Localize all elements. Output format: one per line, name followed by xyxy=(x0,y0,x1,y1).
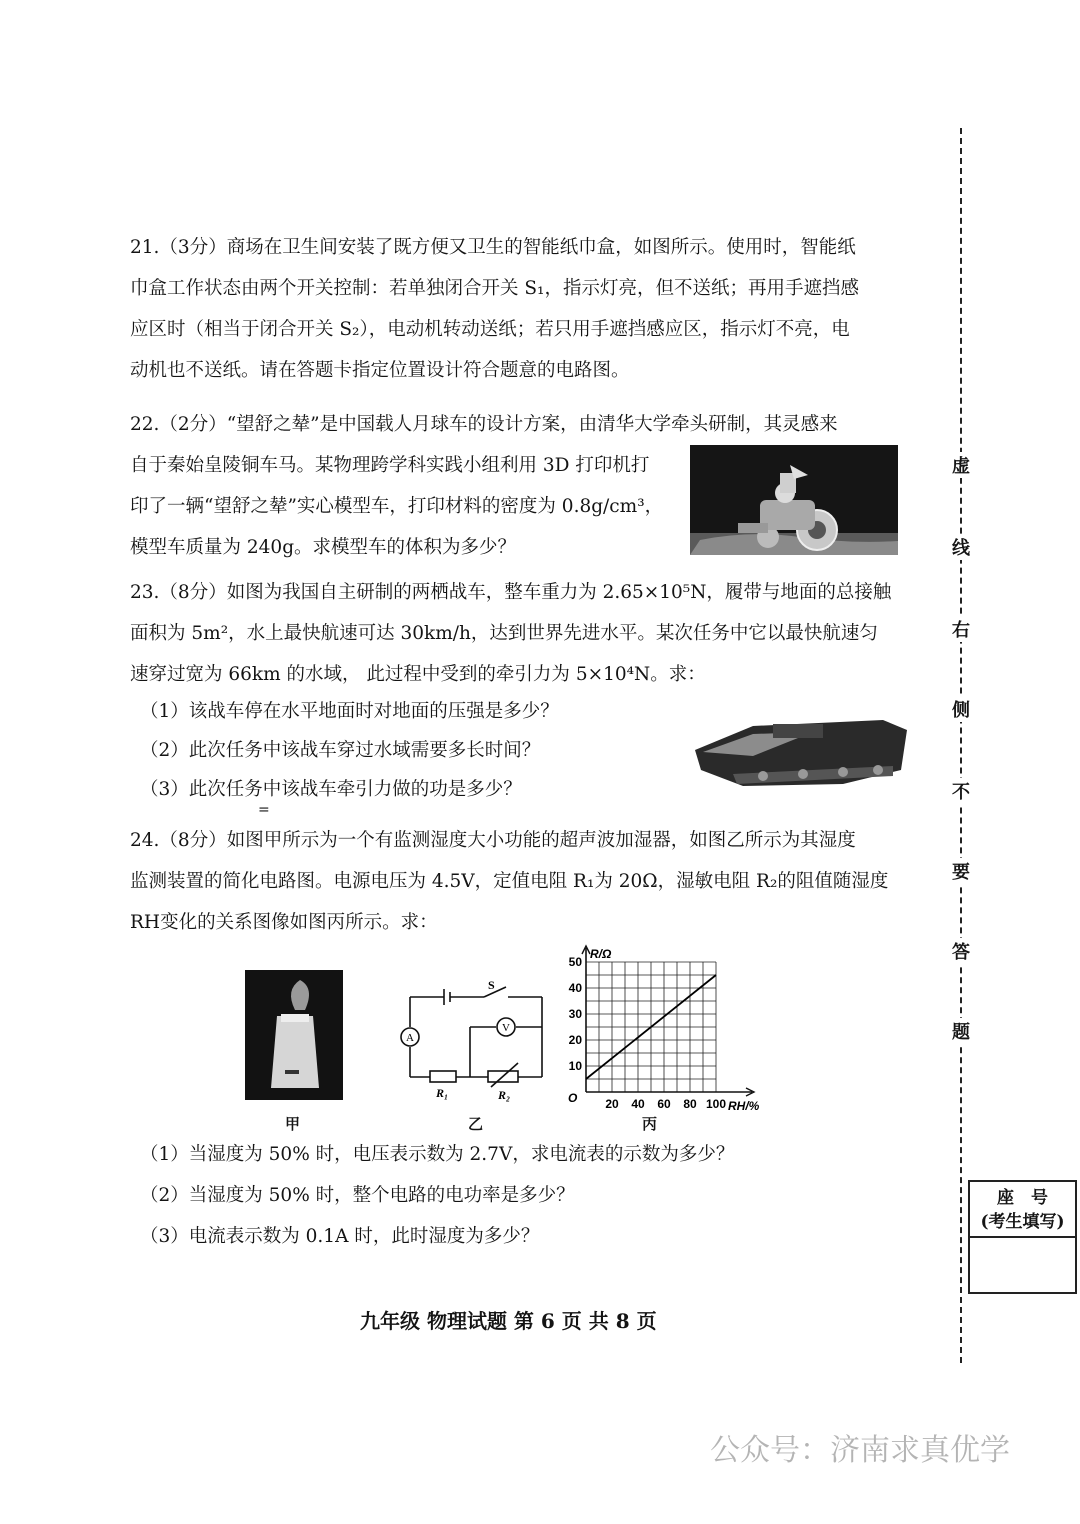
chart-svg xyxy=(560,940,775,1115)
sidebar-char: 题 xyxy=(950,1018,972,1044)
chart-axes xyxy=(582,946,754,1096)
seat-number-subtitle: (考生填写) xyxy=(980,1212,1065,1232)
x-tick-label: 20 xyxy=(605,1097,619,1111)
q24-line: RH变化的关系图像如图丙所示。求： xyxy=(130,912,438,933)
chart-origin: O xyxy=(568,1091,578,1105)
lunar-rover-illustration xyxy=(690,445,898,555)
figure-label-jia: 甲 xyxy=(285,1115,301,1133)
y-tick-label: 20 xyxy=(568,1033,582,1047)
x-tick-label: 80 xyxy=(683,1097,697,1111)
amphibious-vehicle-photo xyxy=(693,712,911,794)
y-tick-label: 30 xyxy=(568,1007,582,1021)
y-tick-label: 10 xyxy=(568,1059,582,1073)
q21-line: 动机也不送纸。请在答题卡指定位置设计符合题意的电路图。 xyxy=(130,360,630,381)
q23-sub-2: （2）此次任务中该战车穿过水域需要多长时间？ xyxy=(140,740,541,761)
circuit-diagram xyxy=(396,975,556,1105)
ammeter-label: A xyxy=(406,1032,414,1044)
question-23 xyxy=(130,572,900,695)
cut-dashed-line xyxy=(960,128,962,1363)
lunar-rover-photo xyxy=(690,445,898,555)
q23-sub-3: （3）此次任务中该战车牵引力做的功是多少？ xyxy=(140,779,522,800)
q24-sub-2: （2）当湿度为 50% 时，整个电路的电功率是多少？ xyxy=(140,1185,575,1206)
q23-line: 面积为 5m²，水上最快航速可达 30km/h，达到世界先进水平。某次任务中它以最快航速匀 xyxy=(130,623,878,644)
q23-sub-1: （1）该战车停在水平地面时对地面的压强是多少？ xyxy=(140,701,559,722)
x-tick-label: 100 xyxy=(705,1097,727,1111)
q21-line: 21.（3分）商场在卫生间安装了既方便又卫生的智能纸巾盒，如图所示。使用时，智能纸 xyxy=(130,237,856,258)
y-tick-label: 40 xyxy=(568,981,582,995)
sidebar-char: 线 xyxy=(950,534,972,560)
seat-number-title: 座 号 xyxy=(997,1188,1048,1208)
y-tick-label: 50 xyxy=(568,955,582,969)
q22-line: 自于秦始皇陵铜车马。某物理跨学科实践小组利用 3D 打印机打 xyxy=(130,455,650,476)
circuit-svg xyxy=(396,975,556,1105)
humidity-resistance-chart xyxy=(560,940,775,1115)
chart-xlabel: RH/% xyxy=(728,1099,760,1113)
seat-number-box xyxy=(968,1180,1077,1294)
sidebar-char: 不 xyxy=(950,778,972,804)
watermark: 公众号：济南求真优学 xyxy=(710,1433,1010,1468)
amphibious-vehicle-illustration xyxy=(693,712,911,794)
figure-label-bing: 丙 xyxy=(642,1115,658,1133)
sidebar-char: 虚 xyxy=(950,452,972,478)
q22-line: 22.（2分）“望舒之辇”是中国载人月球车的设计方案，由清华大学牵头研制，其灵感来 xyxy=(130,414,838,435)
switch-label: S xyxy=(488,978,495,992)
page-footer: 九年级 物理试题 第 6 页 共 8 页 xyxy=(360,1309,657,1333)
question-24 xyxy=(130,820,900,943)
r2-label: R₂ xyxy=(498,1088,511,1102)
q24-sub-3: （3）电流表示数为 0.1A 时，此时湿度为多少？ xyxy=(140,1226,540,1247)
seat-number-field[interactable] xyxy=(970,1238,1075,1288)
question-21 xyxy=(130,227,900,391)
figure-label-yi: 乙 xyxy=(468,1115,484,1133)
q22-line: 印了一辆“望舒之辇”实心模型车，打印材料的密度为 0.8g/cm³， xyxy=(130,496,664,517)
r1-label: R₁ xyxy=(436,1086,449,1100)
q21-line: 应区时（相当于闭合开关 S₂），电动机转动送纸；若只用手遮挡感应区，指示灯不亮，电 xyxy=(130,319,850,340)
sidebar-char: 右 xyxy=(950,616,972,642)
x-tick-label: 40 xyxy=(631,1097,645,1111)
q23-line: 23.（8分）如图为我国自主研制的两栖战车，整车重力为 2.65×10⁵N，履带与地面的总接触 xyxy=(130,582,892,603)
q24-line: 24.（8分）如图甲所示为一个有监测湿度大小功能的超声波加湿器，如图乙所示为其湿度 xyxy=(130,830,856,851)
humidifier-illustration xyxy=(245,970,343,1100)
q24-line: 监测装置的简化电路图。电源电压为 4.5V，定值电阻 R₁为 20Ω，湿敏电阻 R₂的阻值随湿度 xyxy=(130,871,889,892)
sidebar-char: 要 xyxy=(950,858,972,884)
voltmeter-label: V xyxy=(502,1022,510,1034)
seat-number-header xyxy=(970,1182,1075,1238)
q23-line: 速穿过宽为 66km 的水域， 此过程中受到的牵引力为 5×10⁴N。求： xyxy=(130,664,706,685)
humidifier-photo xyxy=(245,970,343,1100)
q24-sub-1: （1）当湿度为 50% 时，电压表示数为 2.7V，求电流表的示数为多少？ xyxy=(140,1144,735,1165)
chart-ylabel: R/Ω xyxy=(590,947,612,961)
q21-line: 巾盒工作状态由两个开关控制：若单独闭合开关 S₁，指示灯亮，但不送纸；再用手遮挡感 xyxy=(130,278,859,299)
sidebar-char: 侧 xyxy=(950,696,972,722)
stray-mark: = xyxy=(258,802,270,818)
x-tick-label: 60 xyxy=(657,1097,671,1111)
sidebar-char: 答 xyxy=(950,938,972,964)
q22-line: 模型车质量为 240g。求模型车的体积为多少？ xyxy=(130,537,517,558)
